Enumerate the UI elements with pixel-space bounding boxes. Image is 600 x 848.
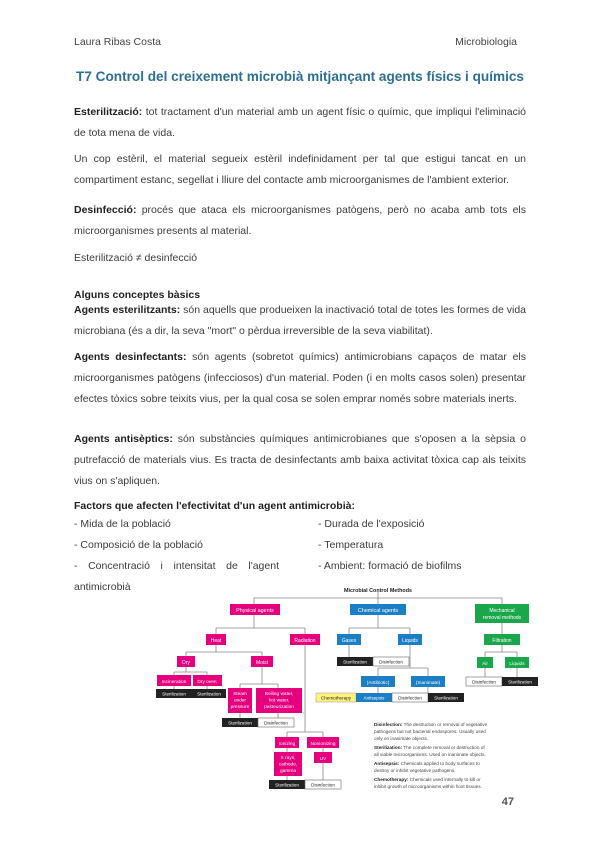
term-desinfectants: Agents desinfectants:	[74, 351, 187, 363]
disinfection-label: Disinfection	[311, 782, 335, 788]
inanimate-label: (Inanimate)	[415, 681, 441, 686]
chemotherapy-label: Chemotherapy	[320, 695, 352, 701]
factor-item: - Composició de la població	[74, 539, 203, 551]
term-esterilitzacio: Esterilització:	[74, 106, 143, 118]
factor-item: - Temperatura	[318, 539, 384, 551]
legend-antisepsis-line-2: destroy or inhibit vegetative pathogens.	[374, 768, 456, 773]
sterilization-label: Sterilization	[228, 720, 252, 726]
text-desinfeccio: procés que ataca els microorganismes patògens, però no acaba amb tots els microorganismes presents al material.	[74, 204, 526, 237]
boiling-label-3: pasteurization	[264, 705, 294, 710]
mechanical-label-1: Mechanical	[489, 608, 515, 614]
xrays-label-2: cathode,	[278, 762, 298, 768]
term-desinfeccio: Desinfecció:	[74, 204, 137, 216]
paragraph-esteril: Un cop estèril, el material segueix estèril indefinidament per tal que estigui tancat en un compartiment estanc, segellat i lliure del contacte amb microorganismes de l'ambient exterior.	[74, 153, 526, 186]
factor-item: - Mida de la població	[74, 518, 171, 530]
legend-sterilization-line-2: all viable microorganisms. Used on inanimate objects.	[374, 752, 486, 757]
sterilization-label: Sterilization	[162, 691, 186, 697]
diagram-title: Microbial Control Methods	[344, 588, 412, 594]
sterilization-label: Sterilization	[275, 782, 299, 788]
ionizing-label: Ionizing	[278, 742, 296, 747]
boiling-label-2: hot water,	[268, 698, 290, 704]
factor-item: - Durada de l'exposició	[318, 518, 425, 530]
air-label: Air	[482, 662, 488, 667]
moist-label: Moist	[256, 660, 268, 666]
legend-disinfection-line-1: Disinfection: The destruction or removal of vegetative	[374, 722, 488, 727]
term-esterilitzants: Agents esterilitzants:	[74, 304, 181, 316]
xrays-label-1: X rays,	[280, 756, 296, 761]
legend-antisepsis-line-1: Antisepsis: Chemicals applied to body surfaces to	[374, 761, 480, 766]
steam-label-3: pressure	[230, 705, 250, 710]
header-subject: Microbiologia	[455, 36, 517, 48]
filtration-label: Filtration	[492, 638, 512, 644]
physical-agents-label: Physical agents	[236, 608, 274, 614]
disinfection-label: Disinfection	[379, 659, 403, 665]
term-antiseptics: Agents antisèptics:	[74, 433, 173, 445]
factor-item: - Concentració i intensitat de l'agent antimicrobià	[74, 560, 279, 593]
factor-item: - Ambient: formació de biofilms	[318, 560, 462, 572]
header-author: Laura Ribas Costa	[74, 36, 161, 48]
legend-disinfection-line-3: only on inanimate objects.	[374, 736, 429, 741]
factors-heading: Factors que afecten l'efectivitat d'un agent antimicrobià:	[74, 500, 355, 512]
uv-label: UV	[319, 757, 327, 762]
radiation-label: Radiation	[294, 638, 316, 644]
liquids-label: Liquids	[402, 638, 418, 644]
antibiotic-label: (Antibiotic)	[366, 681, 390, 686]
paragraph-neq: Esterilització ≠ desinfecció	[74, 252, 198, 264]
text-desinfectants: són agents (sobretot químics) antimicrobians capaços de matar els microorganismes patògens (infecciosos) d'un material. Poden (i en molts casos solen) presentar efectes tòxics sobre teixits vius, per la qual cosa se solen emprar només sobre materials inerts.	[74, 351, 526, 405]
sterilization-label: Sterilization	[508, 679, 532, 685]
nonionizing-label: Nonionizing	[310, 742, 336, 747]
liquids-mech-label: Liquids	[509, 662, 525, 667]
antisepsis-label: Antisepsis	[363, 695, 385, 701]
steam-label-1: Steam	[233, 692, 247, 697]
incineration-label: Incineration	[161, 680, 187, 685]
page-number: 47	[501, 796, 514, 808]
legend-chemotherapy-line-2: inhibit growth of microorganisms within host tissues.	[374, 784, 482, 789]
sterilization-label: Sterilization	[434, 695, 458, 701]
disinfection-label: Disinfection	[472, 679, 496, 685]
text-antiseptics: són substàncies químiques antimicrobianes que s'oposen a la sèpsia o putrefacció de materials vius. Es tracta de desinfectants amb baixa activitat tòxica cap als teixits vius on s'apliquen.	[74, 433, 526, 487]
legend-disinfection-line-2: pathogens but not bacterial endospores. Usually used	[374, 729, 486, 734]
disinfection-label: Disinfection	[398, 695, 422, 701]
page-title: T7 Control del creixement microbià mitjançant agents físics i químics	[76, 69, 524, 84]
xrays-label-3: gamma	[280, 769, 296, 774]
sterilization-label: Sterilization	[343, 659, 367, 665]
dry-oven-label: Dry oven	[197, 680, 217, 685]
mechanical-label-2: removal methods	[482, 615, 522, 621]
sterilization-label: Sterilization	[197, 691, 221, 697]
diagram-legend	[374, 722, 488, 789]
text-esterilitzacio: tot tractament d'un material amb un agent físic o químic, que impliqui l'eliminació de tota mena de vida.	[74, 106, 526, 139]
concepts-heading: Alguns conceptes bàsics	[74, 289, 201, 301]
dry-label: Dry	[182, 660, 190, 666]
legend-sterilization-line-1: Sterilization: The complete removal or destruction of	[374, 745, 485, 750]
text-esterilitzants: són aquells que produeixen la inactivació total de totes les formes de vida microbiana (és a dir, la seva "mort" o pèrdua irreversible de la seva viabilitat).	[74, 304, 526, 337]
boiling-label-1: Boiling water,	[264, 692, 294, 697]
chemical-agents-label: Chemical agents	[357, 608, 399, 614]
gases-label: Gases	[341, 638, 357, 644]
steam-label-2: under	[233, 698, 247, 704]
heat-label: Heat	[210, 638, 222, 644]
disinfection-label: Disinfection	[264, 720, 288, 726]
legend-chemotherapy-line-1: Chemotherapy: Chemicals used internally to kill or	[374, 777, 481, 782]
